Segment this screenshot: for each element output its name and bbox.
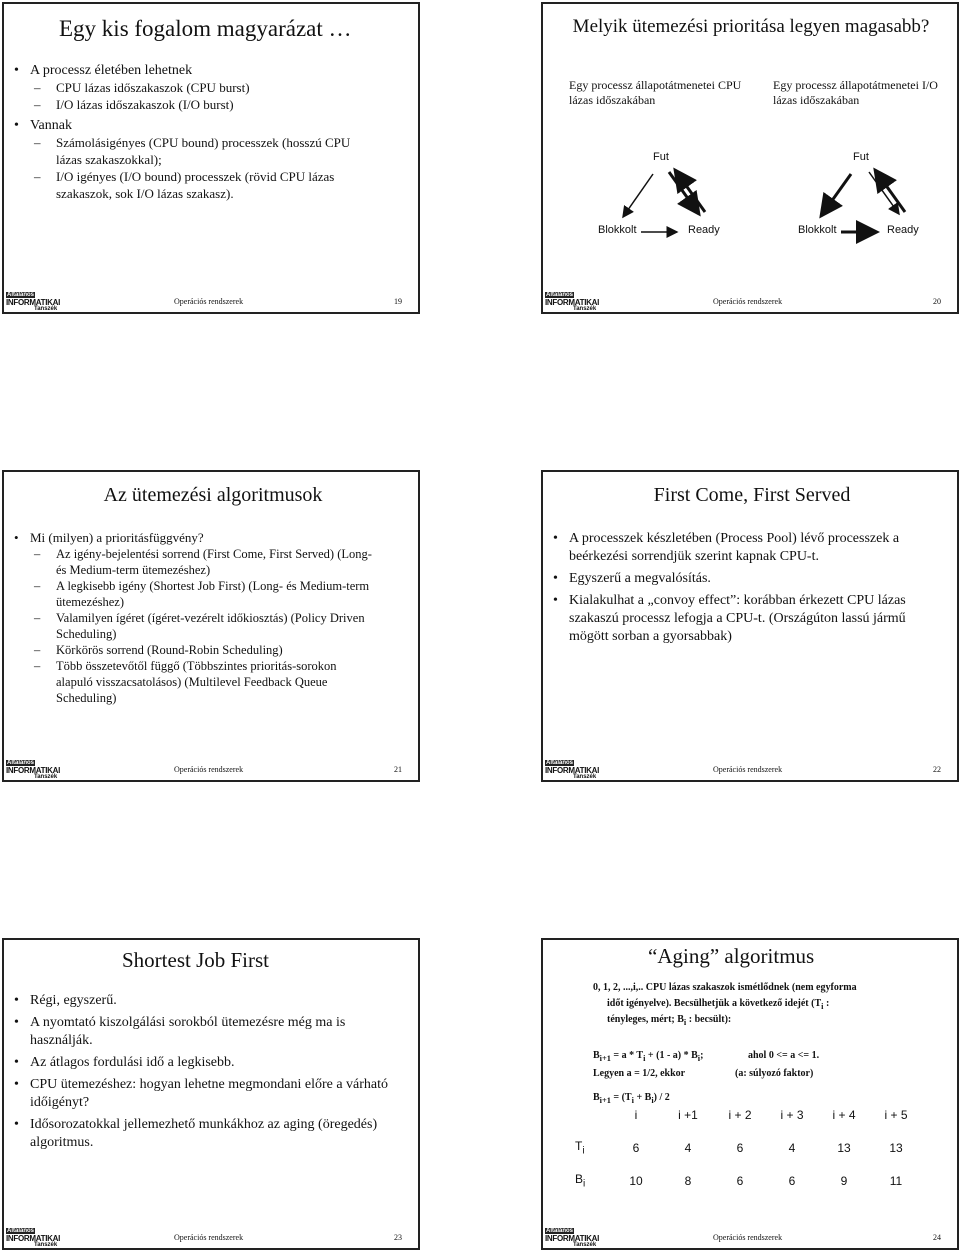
text-part: ) / 2 (653, 1092, 670, 1103)
list-item: • CPU ütemezéshez: hogyan lehetne megmondani előre a várható időigényt? (12, 1076, 407, 1112)
text-part: ; (700, 1050, 704, 1061)
state-blokkolt: Blokkolt (598, 224, 637, 236)
slide-21 (2, 470, 420, 782)
state-fut: Fut (853, 151, 869, 163)
slide-20 (541, 2, 959, 314)
table-cell: 13 (889, 1140, 903, 1155)
list-item: • A nyomtató kiszolgálási sorokból ütemezésre még ma is használják. (12, 1014, 407, 1050)
page-number: 24 (933, 1233, 941, 1242)
logo-line: INFORMATIKAI (6, 298, 61, 307)
subscript: i (643, 1054, 646, 1063)
list-item: – I/O igényes (I/O bound) processzek (rövid CPU lázas szakaszok, sok I/O lázas szakasz). (30, 168, 370, 202)
row-label (569, 1164, 610, 1197)
department-logo (6, 1228, 68, 1248)
bullet-text: Mi (milyen) a prioritásfüggvény? (30, 530, 204, 545)
text-part: tényleges, mért; B (607, 1014, 684, 1025)
list-item: • Egyszerű a megvalósítás. (551, 570, 921, 588)
table-cell: 6 (736, 1173, 744, 1188)
list-item: – CPU lázas időszakaszok (CPU burst) (30, 79, 402, 96)
list-item (12, 117, 402, 202)
table-cell: 9 (840, 1173, 848, 1188)
footer-text: Operációs rendszerek (713, 1233, 783, 1242)
table-cell: 4 (788, 1140, 796, 1155)
slide-footer (4, 290, 418, 312)
table-row (569, 1164, 922, 1197)
subscript: i (651, 1096, 654, 1105)
footer-text: Operációs rendszerek (174, 765, 244, 774)
slide-title: Shortest Job First (122, 948, 270, 972)
sub-list (30, 79, 402, 113)
department-logo (6, 292, 68, 312)
logo-line: INFORMATIKAI (6, 766, 61, 775)
logo-line: INFORMATIKAI (545, 766, 600, 775)
text-part: időt igényelve). Becsülhetjük a következő idejét (T (607, 998, 822, 1009)
arrow-ready-to-fut (675, 170, 705, 212)
arrow-ready-to-fut (875, 170, 905, 212)
slide-title: Egy kis fogalom magyarázat … (59, 16, 352, 41)
logo-line: INFORMATIKAI (545, 298, 600, 307)
subscript: i (583, 1178, 586, 1190)
slide-24 (541, 938, 959, 1250)
text-line (607, 1014, 731, 1027)
text-part: B (593, 1050, 600, 1061)
table-row (569, 1131, 922, 1164)
footer-text: Operációs rendszerek (713, 297, 783, 306)
table-cell: i + 4 (832, 1107, 856, 1122)
slide-footer (4, 1226, 418, 1248)
text-line: 0, 1, 2, ...,i,.. CPU lázas szakaszok ismétlődnek (nem egyforma (593, 982, 857, 993)
table-cell (569, 1098, 610, 1131)
state-ready: Ready (887, 224, 919, 236)
table-cell: 6 (632, 1140, 640, 1155)
arrow-fut-to-blokkolt (623, 174, 653, 217)
list-item: – Valamilyen ígéret (ígéret-vezérelt időkiosztás) (Policy Driven Scheduling) (30, 610, 375, 642)
logo-line: Általános (7, 760, 35, 766)
left-caption: Egy processz állapotátmenetei CPU lázas időszakában (569, 78, 742, 107)
slide-title: Az ütemezési algoritmusok (103, 484, 323, 506)
footer-text: Operációs rendszerek (174, 1233, 244, 1242)
logo-line: Tanszék (573, 306, 597, 312)
department-logo (545, 292, 607, 312)
logo-line: Általános (7, 292, 35, 298)
page-number: 19 (394, 297, 402, 306)
department-logo (6, 760, 68, 780)
slide-footer (543, 290, 957, 312)
department-logo (545, 1228, 607, 1248)
page-number: 20 (933, 297, 941, 306)
logo-line: Általános (546, 292, 574, 298)
list-item (12, 62, 402, 113)
logo-line: Tanszék (573, 1242, 597, 1248)
bullet-list (12, 992, 407, 1152)
list-item: – Az igény-bejelentési sorrend (First Come, First Served) (Long- és Medium-term ütemezéshez) (30, 546, 375, 578)
state-diagrams (543, 4, 959, 294)
sub-list (30, 546, 375, 706)
table-cell: 6 (788, 1173, 796, 1188)
bullet-text: Vannak (30, 118, 72, 133)
subscript: i+1 (599, 1054, 611, 1063)
arrow-fut-to-ready (669, 172, 699, 214)
slide-title: First Come, First Served (653, 484, 851, 506)
arrow-fut-to-blokkolt (821, 174, 851, 216)
table-cell: i + 3 (780, 1107, 804, 1122)
slide-23 (2, 938, 420, 1250)
text-part: B (575, 1171, 584, 1186)
io-burst-diagram (821, 170, 905, 232)
subscript: i (683, 1018, 687, 1027)
list-item: – Körkörös sorrend (Round-Robin Scheduling) (30, 642, 375, 658)
list-item: – A legkisebb igény (Shortest Job First) (Long- és Medium-term ütemezéshez) (30, 578, 375, 610)
table-cell: 10 (629, 1173, 643, 1188)
list-item: – I/O lázas időszakaszok (I/O burst) (30, 96, 402, 113)
subscript: i (582, 1145, 585, 1157)
cpu-burst-diagram (623, 170, 705, 232)
footer-text: Operációs rendszerek (174, 297, 244, 306)
sub-list (30, 134, 370, 202)
list-item: • A processzek készletében (Process Pool) lévő processzek a beérkezési sorrendjük szerint kapnak CPU-t. (551, 530, 921, 566)
logo-line: Általános (546, 760, 574, 766)
table-row (569, 1098, 922, 1131)
arrow-fut-to-ready (869, 172, 899, 214)
page-number: 23 (394, 1233, 402, 1242)
table-cell: i + 5 (884, 1107, 908, 1122)
formula-condition: ahol 0 <= a <= 1. (748, 1050, 820, 1061)
footer-text: Operációs rendszerek (713, 765, 783, 774)
department-logo (545, 760, 607, 780)
table-cell: i (634, 1107, 638, 1122)
slide-title: Melyik ütemezési prioritása legyen magasabb? (572, 16, 930, 37)
formula-general (593, 1050, 703, 1063)
text-part: : (823, 998, 830, 1009)
text-part: + (1 - a) * B (645, 1050, 698, 1061)
row-label (569, 1131, 610, 1164)
right-caption: Egy processz állapotátmenetei I/O lázas időszakában (773, 78, 938, 107)
state-fut: Fut (653, 151, 669, 163)
page-number: 21 (394, 765, 402, 774)
text-line (607, 998, 829, 1011)
table-cell: 13 (837, 1140, 851, 1155)
text-part: : becsült): (686, 1014, 732, 1025)
list-item: – Számolásigényes (CPU bound) processzek (hosszú CPU lázas szakaszokkal); (30, 134, 370, 168)
list-item: – Több összetevőtől függő (Többszintes prioritás-sorokon alapuló visszacsatolásos) (Multilevel Feedback Queue Scheduling) (30, 658, 375, 706)
page-number: 22 (933, 765, 941, 774)
logo-line: Tanszék (573, 774, 597, 780)
table-cell: i + 2 (728, 1107, 752, 1122)
subscript: i (631, 1096, 634, 1105)
text-line: (a: súlyozó faktor) (735, 1068, 814, 1079)
subscript: i (697, 1054, 701, 1063)
subscript: i (821, 1002, 824, 1011)
logo-line: Általános (7, 1228, 35, 1234)
logo-line: Tanszék (34, 1242, 58, 1248)
bullet-text: A processz életében lehetnek (30, 63, 193, 78)
list-item: • Régi, egyszerű. (12, 992, 407, 1010)
subscript: i+1 (599, 1096, 611, 1105)
table-cell: 11 (889, 1173, 903, 1188)
logo-line: INFORMATIKAI (545, 1234, 600, 1243)
list-item: • Az átlagos fordulási idő a legkisebb. (12, 1054, 407, 1072)
text-line: Legyen a = 1/2, ekkor (593, 1068, 686, 1079)
list-item (12, 530, 402, 706)
text-part: = a * T (610, 1050, 644, 1061)
logo-line: INFORMATIKAI (6, 1234, 61, 1243)
slide-title: “Aging” algoritmus (648, 944, 815, 968)
state-blokkolt: Blokkolt (798, 224, 837, 236)
list-item: • Kialakulhat a „convoy effect”: korábban érkezett CPU lázas szakaszú processz lefogja a CPU-t. (Országúton lassú jármű mögött sorban a gyorsabbak) (551, 592, 921, 646)
text-part: T (575, 1138, 583, 1153)
slide-22 (541, 470, 959, 782)
table-cell: 4 (684, 1140, 692, 1155)
bullet-list (551, 530, 921, 646)
table-cell: i +1 (678, 1107, 698, 1122)
logo-line: Tanszék (34, 306, 58, 312)
aging-table (569, 1098, 922, 1197)
logo-line: Tanszék (34, 774, 58, 780)
text-part: = (T (610, 1092, 632, 1103)
slide-footer (4, 758, 418, 780)
slide-19 (2, 2, 420, 314)
slide-footer (543, 758, 957, 780)
table-cell: 8 (684, 1173, 692, 1188)
list-item: • Idősorozatokkal jellemezhető munkákhoz az aging (öregedés) algoritmus. (12, 1116, 407, 1152)
text-part: + B (633, 1092, 652, 1103)
bullet-list (12, 62, 402, 202)
state-ready: Ready (688, 224, 720, 236)
table-cell: 6 (736, 1140, 744, 1155)
logo-line: Általános (546, 1228, 574, 1234)
bullet-list (12, 530, 402, 706)
slide-footer (543, 1226, 957, 1248)
text-part: B (593, 1092, 600, 1103)
